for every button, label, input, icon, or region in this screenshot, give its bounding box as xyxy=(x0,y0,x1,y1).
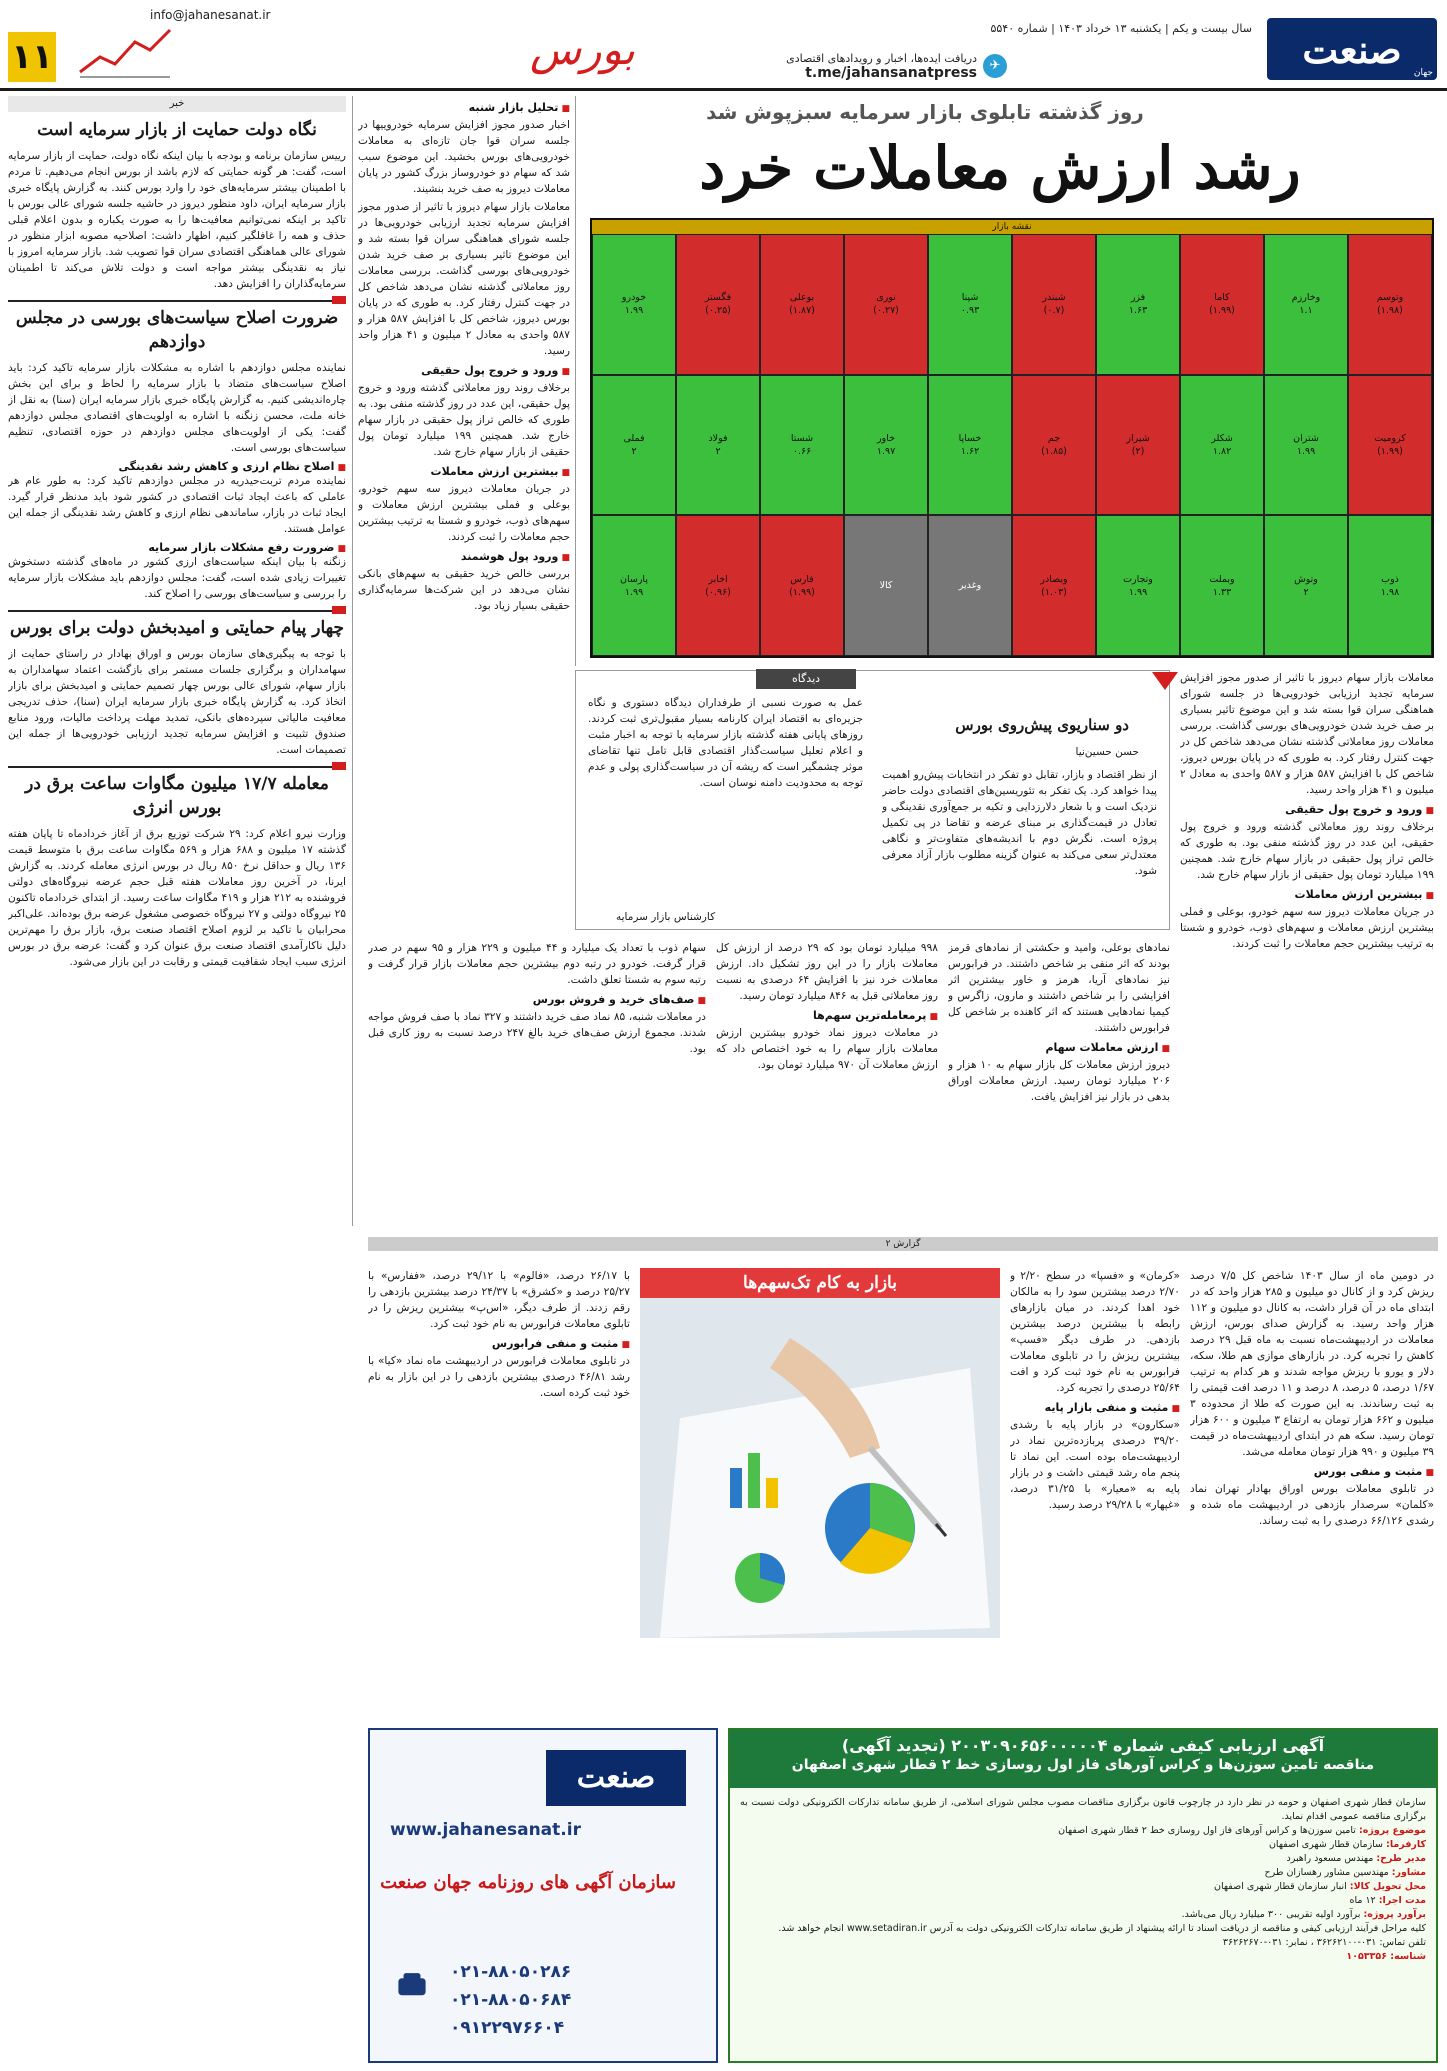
heatmap-symbol: اخابر xyxy=(708,573,728,585)
heatmap-change: ۰.۹۳ xyxy=(960,305,980,317)
tender-value: مهندس مسعود راهبرد xyxy=(1286,1853,1374,1864)
opinion-box xyxy=(575,670,1170,930)
tender-label: موضوع پروژه: xyxy=(1358,1825,1426,1836)
tender-body xyxy=(740,1796,1426,2057)
heatmap-symbol: فارس xyxy=(790,573,814,585)
heatmap-change: (۰.۹۶) xyxy=(705,586,731,598)
news-separator xyxy=(8,766,346,768)
advert-url[interactable]: www.jahanesanat.ir xyxy=(390,1820,581,1840)
heatmap-symbol: پارسان xyxy=(620,573,648,585)
report-body: در دومین ماه از سال ۱۴۰۳ شاخص کل ۷/۵ درصد ریزش کرد و از کانال دو میلیون و ۲۸۵ هزار واحد که در ابتدای ماه در آن قرار داشت، به کانال دو میلیون و ۱۱۲ هزار واحد رسید. به گزارش صدای بورس، ارزش معاملات در اردیبهشت‌ماه نسبت به ماه قبل ۲۹ درصد کاهش را تجربه کرد. در بازارهای موازی هم طلا، سکه، دلار و یورو با ریزش مواجه شدند و هر کدام به ترتیب ۱/۶۷ درصد، ۵ درصد، ۸ درصد و ۱۱ درصد افت قیمتی را به ثبت رساندند. به این صورت که طلا از محدوده ۳ میلیون و ۶۶۲ هزار تومان به ارتفاع ۳ میلیون و ۶۰۰ هزار تومان رسید. سکه هم در ابتدای اردیبهشت‌ماه در قیمت ۳۹ میلیون و ۹۹۰ هزار تومان معامله می‌شد. xyxy=(1190,1270,1434,1458)
heatmap-cell[interactable] xyxy=(1180,375,1264,516)
heatmap-change: (۱.۹۹) xyxy=(789,586,815,598)
advert-logo: صنعت xyxy=(546,1750,686,1806)
heatmap-cell[interactable] xyxy=(928,515,1012,656)
news-separator xyxy=(8,610,346,612)
logo-sub: جهان xyxy=(1413,68,1433,78)
advert-jahan-sanat[interactable] xyxy=(368,1728,718,2063)
logo-text: صنعت xyxy=(1302,26,1402,72)
news-title[interactable]: معامله ۱۷/۷ میلیون مگاوات ساعت برق در بورس انرژی xyxy=(25,774,329,818)
tender-label: مشاور: xyxy=(1391,1867,1426,1878)
analysis-body-3: برخلاف روند روز معاملاتی گذشته ورود و خروج پول حقیقی، این عدد در روز گذشته منفی بود. به طوری که خالص تراز پول حقیقی در بازار سهام خارج شد. همچنین ۱۹۹ میلیارد تومان پول حقیقی از بازار سهام خارج شد. xyxy=(358,382,570,458)
heatmap-change: ۰.۶۶ xyxy=(792,445,812,457)
telegram-icon[interactable]: ✈ xyxy=(983,54,1007,78)
analysis-heading-2: ■ ورود و خروج پول حقیقی xyxy=(358,363,570,380)
heatmap-symbol: وتجارت xyxy=(1123,573,1153,585)
heatmap-symbol: کالا xyxy=(879,580,893,592)
market-col-1 xyxy=(948,940,1170,1230)
news-title[interactable]: ضرورت اصلاح سیاست‌های بورسی در مجلس دوازدهم xyxy=(15,308,339,352)
heatmap-cell[interactable] xyxy=(1096,515,1180,656)
heatmap-cell[interactable] xyxy=(844,234,928,375)
news-body: نماینده مردم تربت‌حیدریه در مجلس دوازدهم تاکید کرد: به طور عام هر عاملی که باعث ایجاد ثبات اقتصادی در کشور شود باید مدنظر قرار گیرد. ایجاد ثبات در بازار، ساماندهی نظام ارزی و کاهش رشد نقدینگی از جمله این عوامل هستند. xyxy=(8,475,346,535)
heatmap-cell[interactable] xyxy=(1348,375,1432,516)
heatmap-symbol: نوری xyxy=(876,292,896,304)
heatmap-symbol: بوعلی xyxy=(789,292,815,304)
tender-value: سازمان قطار شهری اصفهان xyxy=(1268,1839,1384,1850)
heatmap-cell[interactable] xyxy=(592,234,676,375)
market-col-3 xyxy=(368,940,706,1230)
heatmap-symbol: فملی xyxy=(623,432,645,444)
tender-value: برآورد اولیه تقریبی ۳۰۰ میلیارد ریال می‌باشد. xyxy=(1181,1909,1361,1920)
advert-title: سازمان آگهی های روزنامه جهان صنعت xyxy=(380,1872,676,1893)
report-body-2: در تابلوی معاملات فرابورس در اردیبهشت ماه نماد «کیا» با رشد ۴۶/۸۱ درصدی بیشترین بازدهی را در این بازار به نام خود ثبت کرده است. xyxy=(368,1355,630,1399)
arrow-down-icon xyxy=(1150,670,1180,692)
main-story-body: برخلاف روند روز معاملاتی گذشته ورود و خروج پول حقیقی، این عدد در روز گذشته منفی بود. به طوری که خالص تراز پول حقیقی در بازار سهام خارج شد. همچنین ۱۹۹ میلیارد تومان پول حقیقی از بازار سهام خارج شد. xyxy=(1180,821,1434,881)
column-rule xyxy=(352,96,353,1226)
header-divider xyxy=(0,88,1447,91)
opinion-body-right: از نظر اقتصاد و بازار، تقابل دو تفکر در انتخابات پیش‌رو اهمیت پیدا خواهد کرد. یک تفکر به تئوریسین‌های اقتصادی دولت حاضر نزدیک است و با شعار دلارزدایی و تکیه بر جمع‌آوری نقدینگی و تعادل در قیمت‌گذاری بر مبنای عرضه و تقاضا در پی تکمیل پروژه است. نگرش دوم با اندیشه‌های متفاوت‌تر و نگاهی معتدل‌تر سعی می‌کند به عنوان گزینه مطلوب بازار آزاد معرفی شود. xyxy=(882,769,1157,877)
heatmap-symbol: خودرو xyxy=(621,292,647,304)
tender-phone: تلفن تماس: ۰۳۱-۳۶۲۶۲۱۰۰ ، نمابر: ۰۳۱-۳۶۲۶۲۶۷۰ xyxy=(1222,1937,1426,1948)
heatmap-symbol: فگستر xyxy=(704,292,732,304)
report-col-mid xyxy=(1010,1268,1180,1718)
tender-value: مهندسین مشاور رهسازان طرح xyxy=(1264,1867,1389,1878)
analysis-body-4: در جریان معاملات دیروز سه سهم خودرو، بوعلی و فملی بیشترین ارزش معاملات و سهم‌های ذوب، خودرو و شستا به ترتیب بیشترین حجم معاملات را ثبت کردند. xyxy=(358,483,570,543)
opinion-author: حسن حسین‌نیا xyxy=(1075,746,1139,758)
report-heading: ■ مثبت و منفی بازار پایه xyxy=(1010,1400,1180,1417)
contact-email[interactable]: info@jahanesanat.ir xyxy=(150,8,271,22)
heatmap-change: ۱.۹۹ xyxy=(1296,445,1316,457)
newspaper-logo[interactable] xyxy=(1267,18,1437,80)
heatmap-cell[interactable] xyxy=(1264,515,1348,656)
news-body: زنگنه با بیان اینکه سیاست‌های ارزی کشور در ماه‌های گذشته دستخوش تغییرات زیادی شده است، گفت: مجلس دوازدهم باید مشکلات بازار سرمایه را بررسی و سیاست‌های بورسی را اصلاح کند. xyxy=(8,556,346,600)
heatmap-symbol: وتوسم xyxy=(1376,292,1404,304)
tender-procedure: کلیه مراحل فرآیند ارزیابی کیفی و مناقصه از دریافت اسناد تا ارائه پیشنهاد از طریق سامانه تدارکات الکترونیکی دولت به آدرس www.setadiran.ir انجام خواهد شد. xyxy=(778,1923,1426,1934)
tender-intro: سازمان قطار شهری اصفهان و حومه در نظر دارد در چارچوب قانون برگزاری مناقصات مصوب مجلس شورای اسلامی، از طریق سامانه تدارکات الکترونیکی دولت نسبت به برگزاری مناقصه عمومی اقدام نماید. xyxy=(740,1797,1426,1822)
heatmap-cells xyxy=(592,234,1432,656)
heatmap-change: ۱.۹۹ xyxy=(624,305,644,317)
heatmap-title: نقشه بازار xyxy=(592,220,1432,234)
main-story-body-2: در جریان معاملات دیروز سه سهم خودرو، بوعلی و فملی بیشترین ارزش معاملات و سهم‌های ذوب، خودرو و شستا به ترتیب بیشترین حجم معاملات را ثبت کردند. xyxy=(1180,906,1434,950)
market-col-2-heading: ■ پرمعامله‌ترین سهم‌ها xyxy=(716,1008,938,1025)
analysis-heading-3: ■ بیشترین ارزش معاملات xyxy=(358,464,570,481)
heatmap-symbol: خساپا xyxy=(958,432,982,444)
chart-icon xyxy=(75,22,175,82)
section-title: بورس xyxy=(530,25,635,74)
report-body-2: در تابلوی معاملات بورس اوراق بهادار تهران نماد «کلمان» سرصدار بازدهی در اردیبهشت ماه شده و رشدی ۶۶/۱۲۶ درصدی را به ثبت رساند. xyxy=(1190,1483,1434,1527)
market-heatmap xyxy=(590,218,1434,658)
advert-phone: ۰۲۱-۸۸۰۵۰۲۸۶ xyxy=(450,1962,572,1982)
tender-label: کارفرما: xyxy=(1386,1839,1426,1850)
heatmap-change: ۱.۱ xyxy=(1299,305,1313,317)
heatmap-change: (۱.۸۵) xyxy=(1041,445,1067,457)
opinion-body-left: عمل به صورت نسبی از طرفداران دیدگاه دستوری و نگاه جزیره‌ای به اقتصاد ایران کارنامه بسیار مقبول‌تری ثبت کردند. روزهای پایانی هفته گذشته بازار سرمایه با توجه به اخبار مثبت و اعلام تعلیل سیاست‌گذار اقتصادی قابل تامل تنها تقاضای موثر چشمگیر است که ریشه آن در سیاست‌گذاری پولی و عدم توجه به محدودیت دامنه نوسان است. xyxy=(588,697,863,789)
heatmap-symbol: وبملت xyxy=(1209,573,1235,585)
heatmap-change: ۱.۹۹ xyxy=(1128,586,1148,598)
news-body: وزارت نیرو اعلام کرد: ۲۹ شرکت توزیع برق از آغاز خردادماه تا پایان هفته گذشته ۱۷ میلیون و ۶۸۸ هزار و ۵۶۹ مگاوات ساعت برق با متوسط قیمت ۱۳۶ ریال و حداقل نرخ ۸۵۰ ریال در بورس انرژی معامله کردند. به گزارش ایرنا، در آخرین روز معاملات هفته قبل حجم عرضه نیروگاه‌های دولتی فروشنده به ۲۱۲ هزار و ۴۱۹ مگاوات ساعت رسید. از ابتدای خردادماه تاکنون ۲۵ نیروگاه دولتی و ۲۷ نیروگاه خصوصی مشغول عرضه برق بوده‌اند. علی‌اکبر محرابیان با تاکید بر لزوم اصلاح اقتصاد صنعت برق، بازار برق را مهم‌ترین دلیل ناکارآمدی اقتصاد صنعت برق عنوان کرد و گفت: عرضه برق در بورس انرژی سبب ایجاد شفافیت قیمتی و رقابت در این بازار می‌شود. xyxy=(8,828,346,968)
heatmap-symbol: شپنا xyxy=(961,292,979,304)
market-col-1-body-2: دیروز ارزش معاملات کل بازار سهام به ۱۰ هزار و ۲۰۶ میلیارد تومان رسید. ارزش معاملات اوراق بدهی در بازار نیز افزایش یافت. xyxy=(948,1059,1170,1103)
news-title[interactable]: نگاه دولت حمایت از بازار سرمایه است xyxy=(37,120,317,140)
heatmap-cell[interactable] xyxy=(592,515,676,656)
heatmap-change: (۰.۲۷) xyxy=(873,305,899,317)
heatmap-symbol: کرومیت xyxy=(1374,432,1406,444)
analysis-body-5: بررسی خالص خرید حقیقی به سهم‌های بانکی نشان می‌دهد در این شرکت‌ها سرمایه‌گذاری حقیقی بسیار زیاد بود. xyxy=(358,568,570,612)
headline-kicker: روز گذشته تابلوی بازار سرمایه سبزپوش شد xyxy=(706,100,1144,124)
heatmap-symbol: فزر xyxy=(1130,292,1146,304)
heatmap-change: ۱.۹۸ xyxy=(1380,586,1400,598)
telegram-text: دریافت ایده‌ها، اخبار و رویدادهای اقتصادی xyxy=(786,52,977,65)
heatmap-change: (۱.۰۳) xyxy=(1041,586,1067,598)
heatmap-cell[interactable] xyxy=(928,375,1012,516)
heatmap-cell[interactable] xyxy=(1348,234,1432,375)
tender-label: مدیر طرح: xyxy=(1376,1853,1426,1864)
heatmap-change: ۱.۹۹ xyxy=(624,586,644,598)
heatmap-cell[interactable] xyxy=(1180,234,1264,375)
news-subheading: ■ ضرورت رفع مشکلات بازار سرمایه xyxy=(8,541,346,554)
report-body: «کرمان» و «فسپا» در سطح ۲/۲۰ و ۲/۷۰ درصد بیشترین سود را به مالکان خود اهدا کردند. در میان بازارهای رابطه با بیشترین درصد بیشترین بازدهی. در طرف دیگر «فسپ» بیشترین ریزش را در تابلوی معاملات فرابورس به نام خود ثبت کرد و افت ۲۵/۶۴ درصدی را تجربه کرد. xyxy=(1010,1270,1180,1394)
heatmap-change: ۱.۸۲ xyxy=(1212,445,1232,457)
heatmap-symbol: ذوب xyxy=(1381,573,1399,585)
heatmap-symbol: وخارزم xyxy=(1291,292,1321,304)
heatmap-cell[interactable] xyxy=(760,234,844,375)
heatmap-change: (۲) xyxy=(1131,445,1145,457)
tender-code: شناسه: ۱۰۵۳۳۵۶ xyxy=(1346,1951,1426,1962)
heatmap-symbol: شتران xyxy=(1293,432,1319,444)
heatmap-cell[interactable] xyxy=(1264,375,1348,516)
main-story-lede: معاملات بازار سهام دیروز با تاثیر از صدور مجوز افزایش سرمایه تجدید ارزیابی خودرویی‌ها در جلسه شورای هماهنگی سران قوا بسته شد و این موضوع تاثیر بسیاری بر صف خرید شدن خودرویی‌های بورسی گذاشت. بررسی معاملات روز معاملاتی گذشته نشان می‌دهد شاخص کل در جهت کنترل رفتار کرد. به طوری که در پایان بورس دیروز، شاخص کل با افزایش ۵۸۷ هزار و ۵۸۷ واحدی به معادل ۲ میلیون و ۴۱ هزار واحد رسید. xyxy=(1180,672,1434,796)
market-col-1-heading: ■ ارزش معاملات سهام xyxy=(948,1040,1170,1057)
heatmap-cell[interactable] xyxy=(844,515,928,656)
heatmap-change: ۲ xyxy=(1303,586,1309,598)
heatmap-change: ۱.۶۲ xyxy=(960,445,980,457)
analysis-body-2: معاملات بازار سهام دیروز با تاثیر از صدور مجوز افزایش سرمایه تجدید ارزیابی خودرویی‌ها در جلسه شورای هماهنگی سران قوا بسته شد و این موضوع تاثیر بسیاری بر صف خرید شدن خودرویی‌های بورسی گذاشت. بررسی معاملات روز معاملاتی گذشته نشان می‌دهد شاخص کل در جهت کنترل رفتار کرد. به طوری که در پایان بورس دیروز، شاخص کل با افزایش ۵۸۷ هزار و ۵۸۷ واحدی به معادل ۲ میلیون و ۴۱ هزار واحد رسید. xyxy=(358,201,570,357)
report-body-2: «سکارون» در بازار پایه با رشدی ۳۹/۲۰ درصدی پربازده‌ترین نماد در اردیبهشت‌ماه بوده است. این نماد تا پنجم ماه رشد قیمتی داشت و در بازار پایه به «معیار» با ۳۱/۲۵ درصد، «غپهار» با ۲۹/۲۸ درصد رسید. xyxy=(1010,1419,1180,1511)
report-col-right xyxy=(1190,1268,1434,1718)
heatmap-symbol: شبندر xyxy=(1042,292,1066,304)
issue-meta: سال بیست و یکم | یکشنبه ۱۳ خرداد ۱۴۰۳ | شماره ۵۵۴۰ xyxy=(990,22,1252,35)
heatmap-change: ۲ xyxy=(631,445,637,457)
tender-value: ۱۲ ماه xyxy=(1349,1895,1376,1906)
heatmap-symbol: خاور xyxy=(877,432,895,444)
tender-label: مدت اجرا: xyxy=(1378,1895,1426,1906)
heatmap-cell[interactable] xyxy=(1096,375,1180,516)
heatmap-symbol: شکلر xyxy=(1211,432,1233,444)
report-heading: ■ مثبت و منفی بورس xyxy=(1190,1464,1434,1481)
report-photo xyxy=(640,1268,1000,1638)
tender-value: تامین سوزن‌ها و کراس آورهای فاز اول روسازی خط ۲ قطار شهری اصفهان xyxy=(1058,1825,1356,1836)
heatmap-cell[interactable] xyxy=(676,234,760,375)
market-col-3-heading: ■ صف‌های خرید و فروش بورس xyxy=(368,992,706,1009)
heatmap-change: (۱.۹۹) xyxy=(1377,445,1403,457)
heatmap-cell[interactable] xyxy=(1012,234,1096,375)
news-body: نماینده مجلس دوازدهم با اشاره به مشکلات بازار سرمایه تاکید کرد: باید اصلاح سیاست‌های متضاد با بازار سرمایه را لحاظ و برای این بخش چاره‌اندیشی کنیم. به گزارش پایگاه خبری بازار سرمایه ایران (سنا) به نقل از خانه ملت، محسن زنگنه با اشاره به اولویت‌های اقتصادی مجلس دوازدهم گفت: یکی از اولویت‌های مجلس دوازدهم در حوزه اقتصادی، تنظیم سیاست‌های بورسی است. xyxy=(8,362,346,454)
heatmap-change: ۱.۹۷ xyxy=(876,445,896,457)
tender-value: انبار سازمان قطار شهری اصفهان xyxy=(1214,1881,1347,1892)
heatmap-cell[interactable] xyxy=(676,515,760,656)
analysis-heading-4: ■ ورود پول هوشمند xyxy=(358,549,570,566)
report-body: با ۲۶/۱۷ درصد، «فالوم» با ۲۹/۱۲ درصد، «ففارس» با ۲۵/۲۷ درصد و «کشرق» با ۲۴/۳۷ درصد بیشترین بازدهی را رقم زدند. از طرف دیگر، «اس‌پ» بیشترین ریزش را در تابلوی معاملات فرابورس به نام خود ثبت کرد. xyxy=(368,1270,630,1330)
heatmap-cell[interactable] xyxy=(1348,515,1432,656)
market-col-2 xyxy=(716,940,938,1230)
opinion-signature: کارشناس بازار سرمایه xyxy=(616,911,716,923)
telegram-promo xyxy=(786,52,977,81)
heatmap-cell[interactable] xyxy=(1264,234,1348,375)
heatmap-symbol: کاما xyxy=(1214,292,1230,304)
market-col-2-body-2: در معاملات دیروز نماد خودرو بیشترین ارزش معاملات بازار سهام را به خود اختصاص داد که ارزش معاملات آن ۹۷۰ میلیارد تومان بود. xyxy=(716,1027,938,1071)
report-band: گزارش ۲ xyxy=(368,1237,1438,1251)
news-body: با توجه به پیگیری‌های سازمان بورس و اوراق بهادار در راستای حمایت از سهامداران و برگزاری جلسات مستمر برای بازگشت اعتماد سهامداران به بازار سهام، شورای عالی بورس چهار تصمیم حمایتی و امیدبخش برای بازار اتخاذ کرد. به گزارش پایگاه خبری بازار سرمایه ایران (سنا)، حذف تدریجی معافیت مالیاتی سپرده‌های بانکی، تمدید مهلت پرداخت مالیات، ورود منابع صندوق تثبیت و افزایش سرمایه تجدید ارزیابی خودرویی‌ها از جمله این تصمیمات است. xyxy=(8,648,346,756)
heatmap-change: (۱.۹۹) xyxy=(1209,305,1235,317)
main-story-heading: ■ ورود و خروج پول حقیقی xyxy=(1180,802,1434,819)
main-story-column xyxy=(1180,670,1434,1230)
tender-title: آگهی ارزیابی کیفی شماره ۲۰۰۳۰۹۰۶۵۶۰۰۰۰۰۴ (تجدید آگهی) xyxy=(841,1736,1325,1755)
market-col-1-body: نمادهای بوعلی، وامید و حکشتی از نمادهای قرمز بودند که اثر منفی بر شاخص داشتند. در فرابورس نیز نمادهای آریا، هرمز و خاور بیشترین اثر افزایشی را بر شاخص داشتند و مارون، زاگرس و کیمیا نمادهایی هستند که اثر کاهنده بر شاخص کل فرابورس داشتند. xyxy=(948,942,1170,1034)
news-tag: خبر xyxy=(8,96,346,112)
heatmap-cell[interactable] xyxy=(1180,515,1264,656)
advert-phone: ۰۲۱-۸۸۰۵۰۶۸۴ xyxy=(450,1990,572,2010)
heatmap-cell[interactable] xyxy=(592,375,676,516)
heatmap-change: ۲ xyxy=(715,445,721,457)
main-headline: رشد ارزش معاملات خرد xyxy=(699,134,1301,202)
analysis-column xyxy=(358,96,570,956)
heatmap-symbol: جم xyxy=(1047,432,1061,444)
heatmap-cell[interactable] xyxy=(1096,234,1180,375)
analysis-body-1: اخبار صدور مجوز افزایش سرمایه خودروییها در جلسه سران قوا جان تازه‌ای به معاملات خودرویی‌های بورس بخشید. این موضوع سبب شد که سهام دو خودروساز بزرگ کشور در پایان معاملات دیروز به صف خرید بنشیند. xyxy=(358,119,570,195)
heatmap-cell[interactable] xyxy=(1012,375,1096,516)
heatmap-change: ۱.۶۳ xyxy=(1128,305,1148,317)
column-rule xyxy=(575,96,576,666)
heatmap-change: (۱.۸۷) xyxy=(789,305,815,317)
tender-label: محل تحویل کالا: xyxy=(1349,1881,1426,1892)
tender-header xyxy=(730,1730,1436,1788)
opinion-title: دو سناریوی پیش‌روی بورس xyxy=(955,716,1129,734)
report-col-left xyxy=(368,1268,630,1718)
chart-paper-illustration xyxy=(640,1298,1000,1638)
heatmap-cell[interactable] xyxy=(928,234,1012,375)
main-story-heading-2: ■ بیشترین ارزش معاملات xyxy=(1180,887,1434,904)
market-col-3-body: سهام ذوب با تعداد یک میلیارد و ۴۴ میلیون و ۲۲۹ هزار و ۹۵ سهم در صدر قرار گرفت. خودرو در رتبه دوم بیشترین حجم معاملات بازار قرار گرفت و رتبه سوم به شستا تعلق داشت. xyxy=(368,942,706,986)
heatmap-symbol: وبصادر xyxy=(1040,573,1068,585)
news-separator xyxy=(8,300,346,302)
heatmap-cell[interactable] xyxy=(1012,515,1096,656)
news-column xyxy=(8,96,346,2061)
heatmap-symbol: شیراز xyxy=(1126,432,1150,444)
heatmap-symbol: شستا xyxy=(790,432,814,444)
heatmap-symbol: وغدیر xyxy=(958,580,982,592)
heatmap-change: ۱.۳۳ xyxy=(1212,586,1232,598)
opinion-tag: دیدگاه xyxy=(756,669,856,689)
telegram-link[interactable]: t.me/jahansanatpress xyxy=(805,65,977,81)
heatmap-cell[interactable] xyxy=(760,515,844,656)
phone-icon xyxy=(395,1968,429,2002)
analysis-heading: ■ تحلیل بازار شنبه xyxy=(358,100,570,117)
market-col-2-body: ۹۹۸ میلیارد تومان بود که ۲۹ درصد از ارزش کل معاملات بازار را در این روز تشکیل داد. ارزش معاملات خرد نیز با افزایش ۶۴ درصدی به نسبت روز معاملاتی قبل به ۸۴۶ میلیارد تومان رسید. xyxy=(716,942,938,1002)
tender-subtitle: مناقصه تامین سوزن‌ها و کراس آورهای فاز اول روسازی خط ۲ قطار شهری اصفهان xyxy=(791,1757,1375,1773)
page-number: ۱۱ xyxy=(8,32,56,82)
advert-phone: ۰۹۱۲۲۹۷۶۶۰۴ xyxy=(450,2018,565,2038)
tender-advert xyxy=(728,1728,1438,2063)
news-body: رییس سازمان برنامه و بودجه با بیان اینکه نگاه دولت، حمایت از بازار سرمایه است، گفت: هر گونه حمایتی که لازم باشد از بورس انجام می‌دهیم. تا مردم با اطمینان بیشتر سرمایه‌های خود را وارد بورس کنند. به گزارش پایگاه خبری بازار سرمایه ایران، داود منظور دیروز در حاشیه جلسه شورای عالی بورس با تاکید بر اینکه نمی‌توانیم معافیت‌ها را به صورت یکباره و بدون اعلام قبلی حذف و همه را غافلگیر کنیم، اظهار داشت: اصلاحیه مصوبه ابزار منظور در شورای عالی هماهنگی اقتصادی سران قوا تصویب شد. بازار سرمایه امروز با نیاز به نقدینگی بیشتر مواجه است و دولت تلاش می‌کند تا اطمینان سرمایه‌گذاران را افزایش دهد. xyxy=(8,150,346,290)
heatmap-change: (۰.۲۵) xyxy=(705,305,731,317)
heatmap-symbol: فولاد xyxy=(708,432,728,444)
heatmap-cell[interactable] xyxy=(760,375,844,516)
news-subheading: ■ اصلاح نظام ارزی و کاهش رشد نقدینگی xyxy=(8,460,346,473)
heatmap-change: (۰.۷) xyxy=(1043,305,1065,317)
heatmap-symbol: وتوش xyxy=(1294,573,1318,585)
masthead xyxy=(0,0,1447,95)
report-heading: ■ مثبت و منفی فرابورس xyxy=(368,1336,630,1353)
photo-caption: بازار به کام تک‌سهم‌ها xyxy=(640,1268,1000,1298)
tender-label: برآورد پروژه: xyxy=(1363,1909,1426,1920)
market-col-3-body-2: در معاملات شنبه، ۸۵ نماد صف خرید داشتند و ۳۲۷ نماد با صف فروش مواجه شدند. مجموع ارزش صف‌های خرید بالغ ۲۴۷ درصد نسبت به روز کاری قبل بود. xyxy=(368,1011,706,1055)
news-title[interactable]: چهار پیام حمایتی و امیدبخش دولت برای بورس xyxy=(9,618,344,638)
heatmap-change: (۱.۹۸) xyxy=(1377,305,1403,317)
heatmap-cell[interactable] xyxy=(844,375,928,516)
heatmap-cell[interactable] xyxy=(676,375,760,516)
